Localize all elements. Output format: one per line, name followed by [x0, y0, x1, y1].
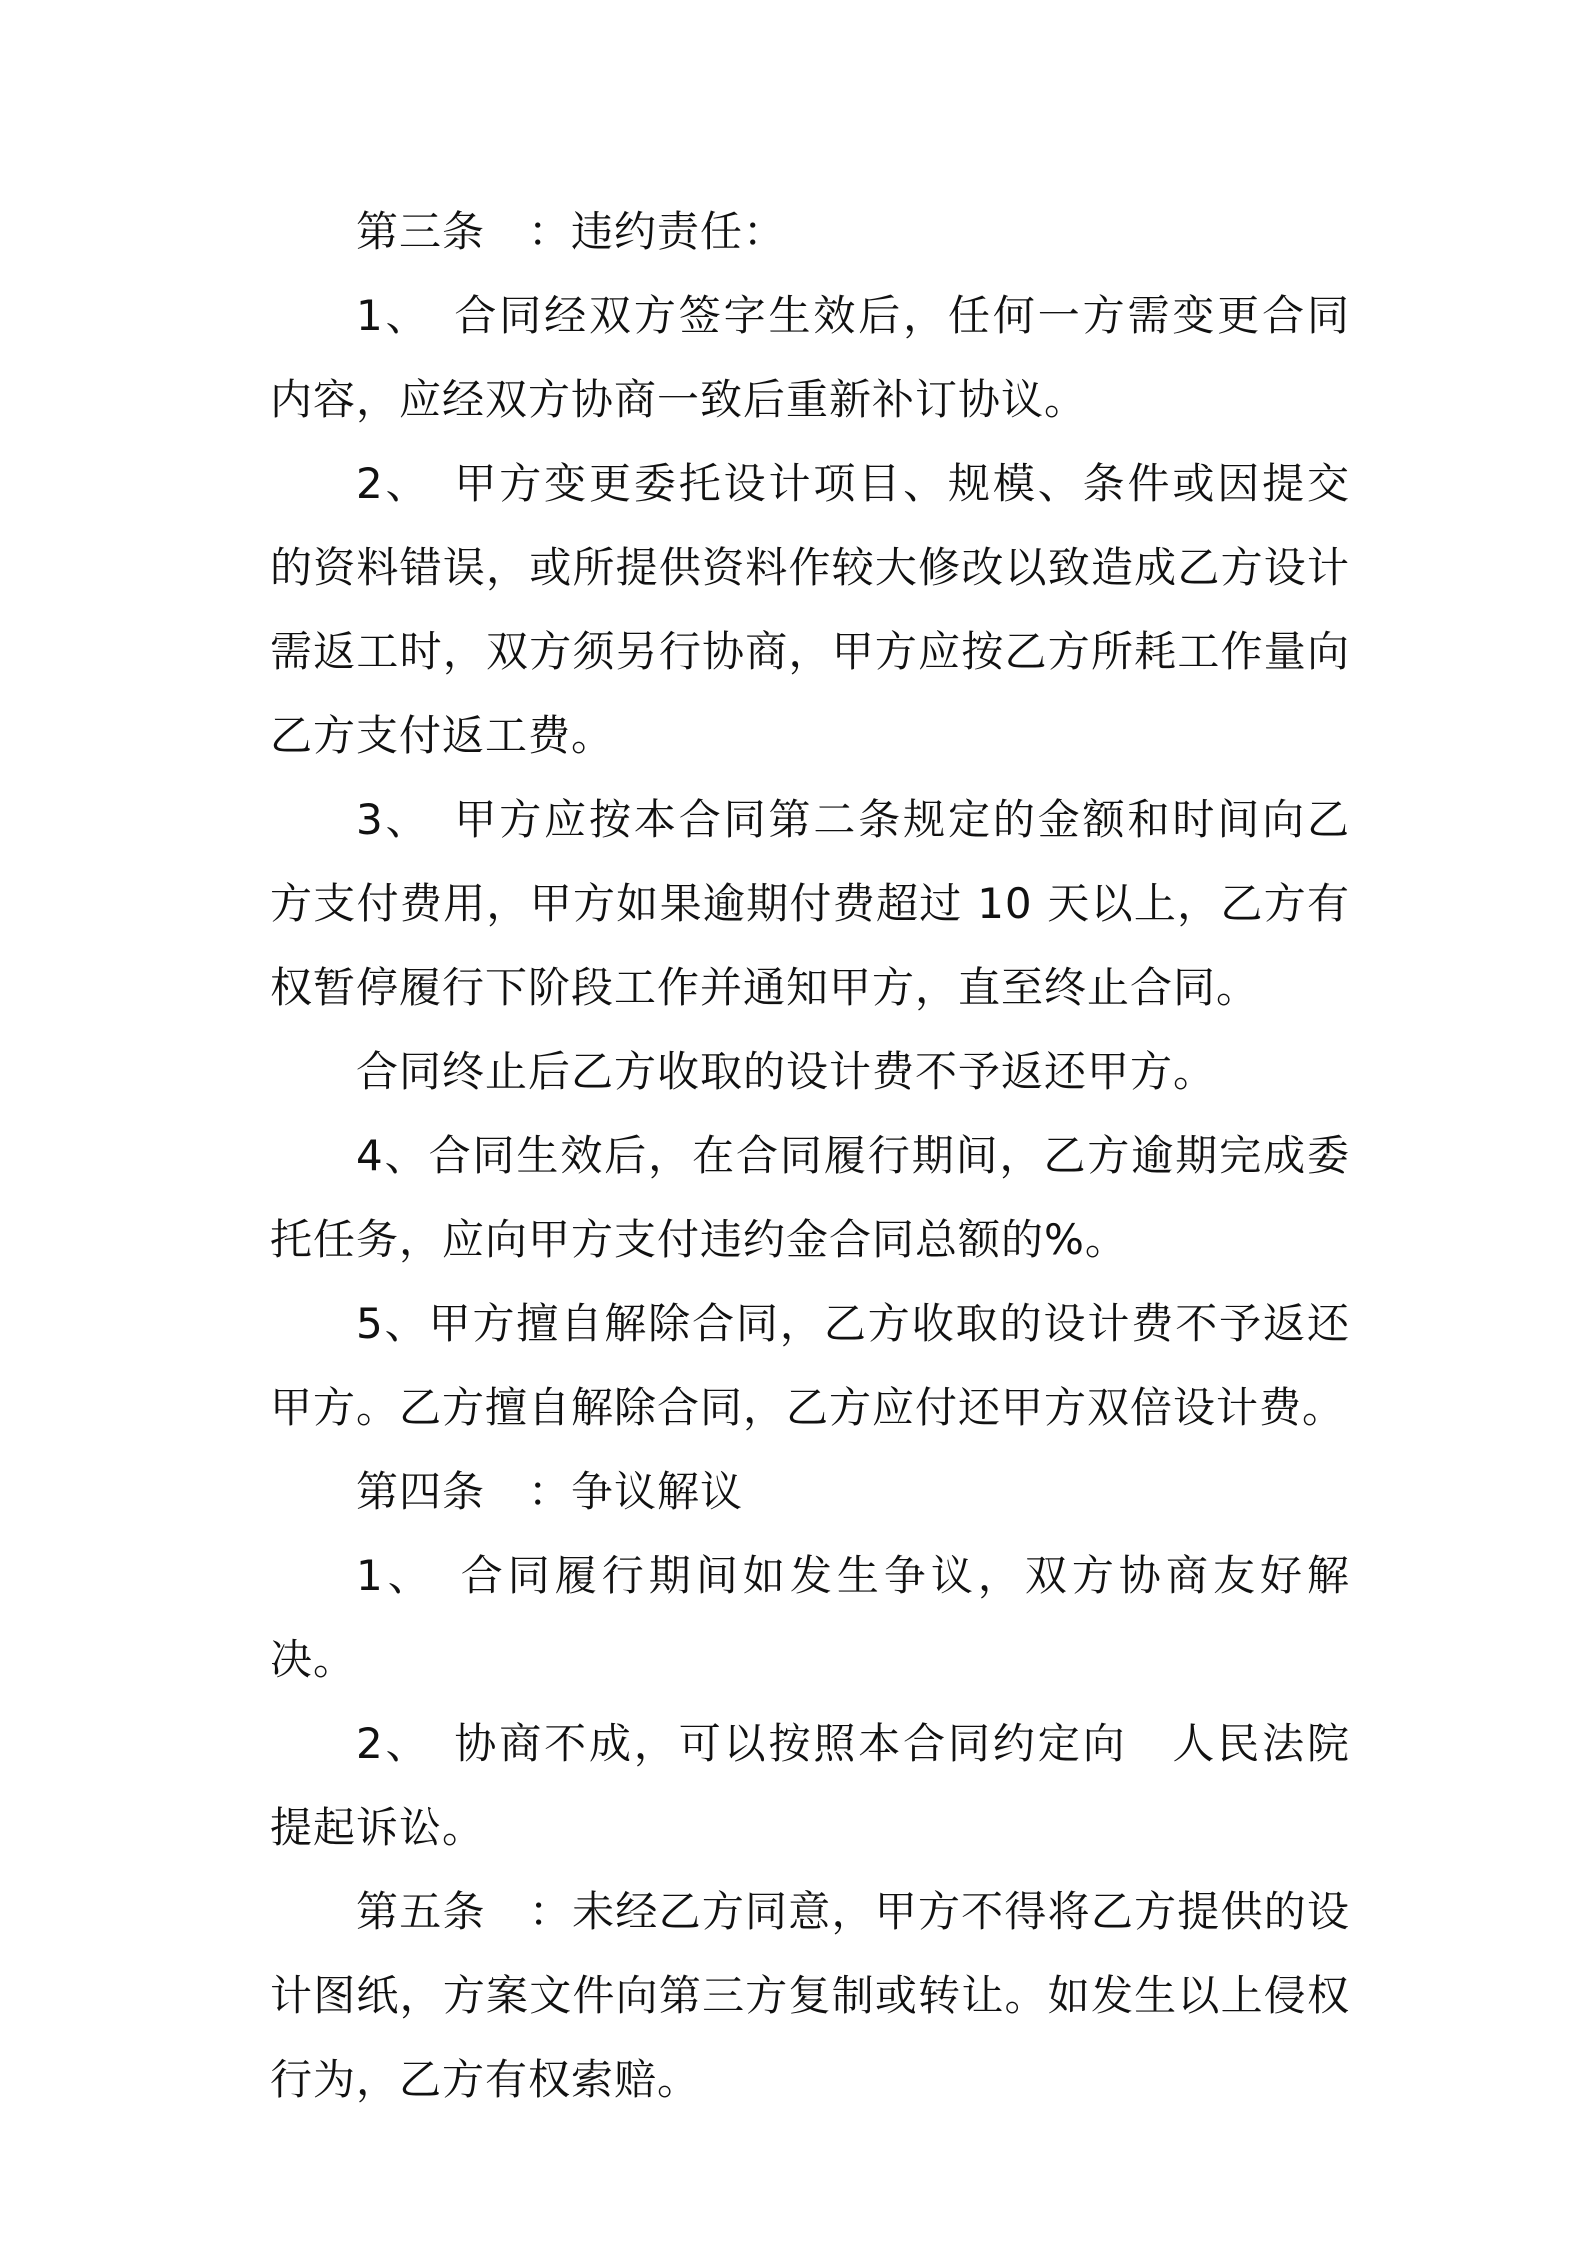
clause-5: 第五条 ：未经乙方同意，甲方不得将乙方提供的设计图纸，方案文件向第三方复制或转让。如发生以上侵权行为，乙方有权索赔。: [270, 1887, 1350, 2104]
clause-3-item-2: 2、 甲方变更委托设计项目、规模、条件或因提交的资料错误，或所提供资料作较大修改以致造成乙方设计需返工时，双方须另行协商，甲方应按乙方所耗工作量向乙方支付返工费。: [270, 459, 1350, 760]
clause-4-heading: 第四条 ：争议解议: [356, 1467, 744, 1516]
clause-4-item-1: 1、 合同履行期间如发生争议，双方协商友好解决。: [270, 1551, 1350, 1684]
clause-3-item-4: 4、合同生效后，在合同履行期间，乙方逾期完成委托任务，应向甲方支付违约金合同总额的%。: [270, 1131, 1350, 1264]
contract-text: [270, 190, 1350, 2122]
clause-4-item-2: 2、 协商不成，可以按照本合同约定向 人民法院提起诉讼。: [270, 1719, 1350, 1852]
clause-3-heading: 第三条 ：违约责任：: [356, 207, 787, 256]
clause-3-item-3-note: 合同终止后乙方收取的设计费不予返还甲方。: [356, 1047, 1217, 1096]
clause-3-item-5: 5、甲方擅自解除合同，乙方收取的设计费不予返还甲方。乙方擅自解除合同，乙方应付还甲方双倍设计费。: [270, 1299, 1350, 1432]
clause-3-item-1: 1、 合同经双方签字生效后，任何一方需变更合同内容，应经双方协商一致后重新补订协议。: [270, 291, 1350, 424]
clause-3-item-3: 3、 甲方应按本合同第二条规定的金额和时间向乙方支付费用，甲方如果逾期付费超过 10 天以上，乙方有权暂停履行下阶段工作并通知甲方，直至终止合同。: [270, 795, 1350, 1012]
